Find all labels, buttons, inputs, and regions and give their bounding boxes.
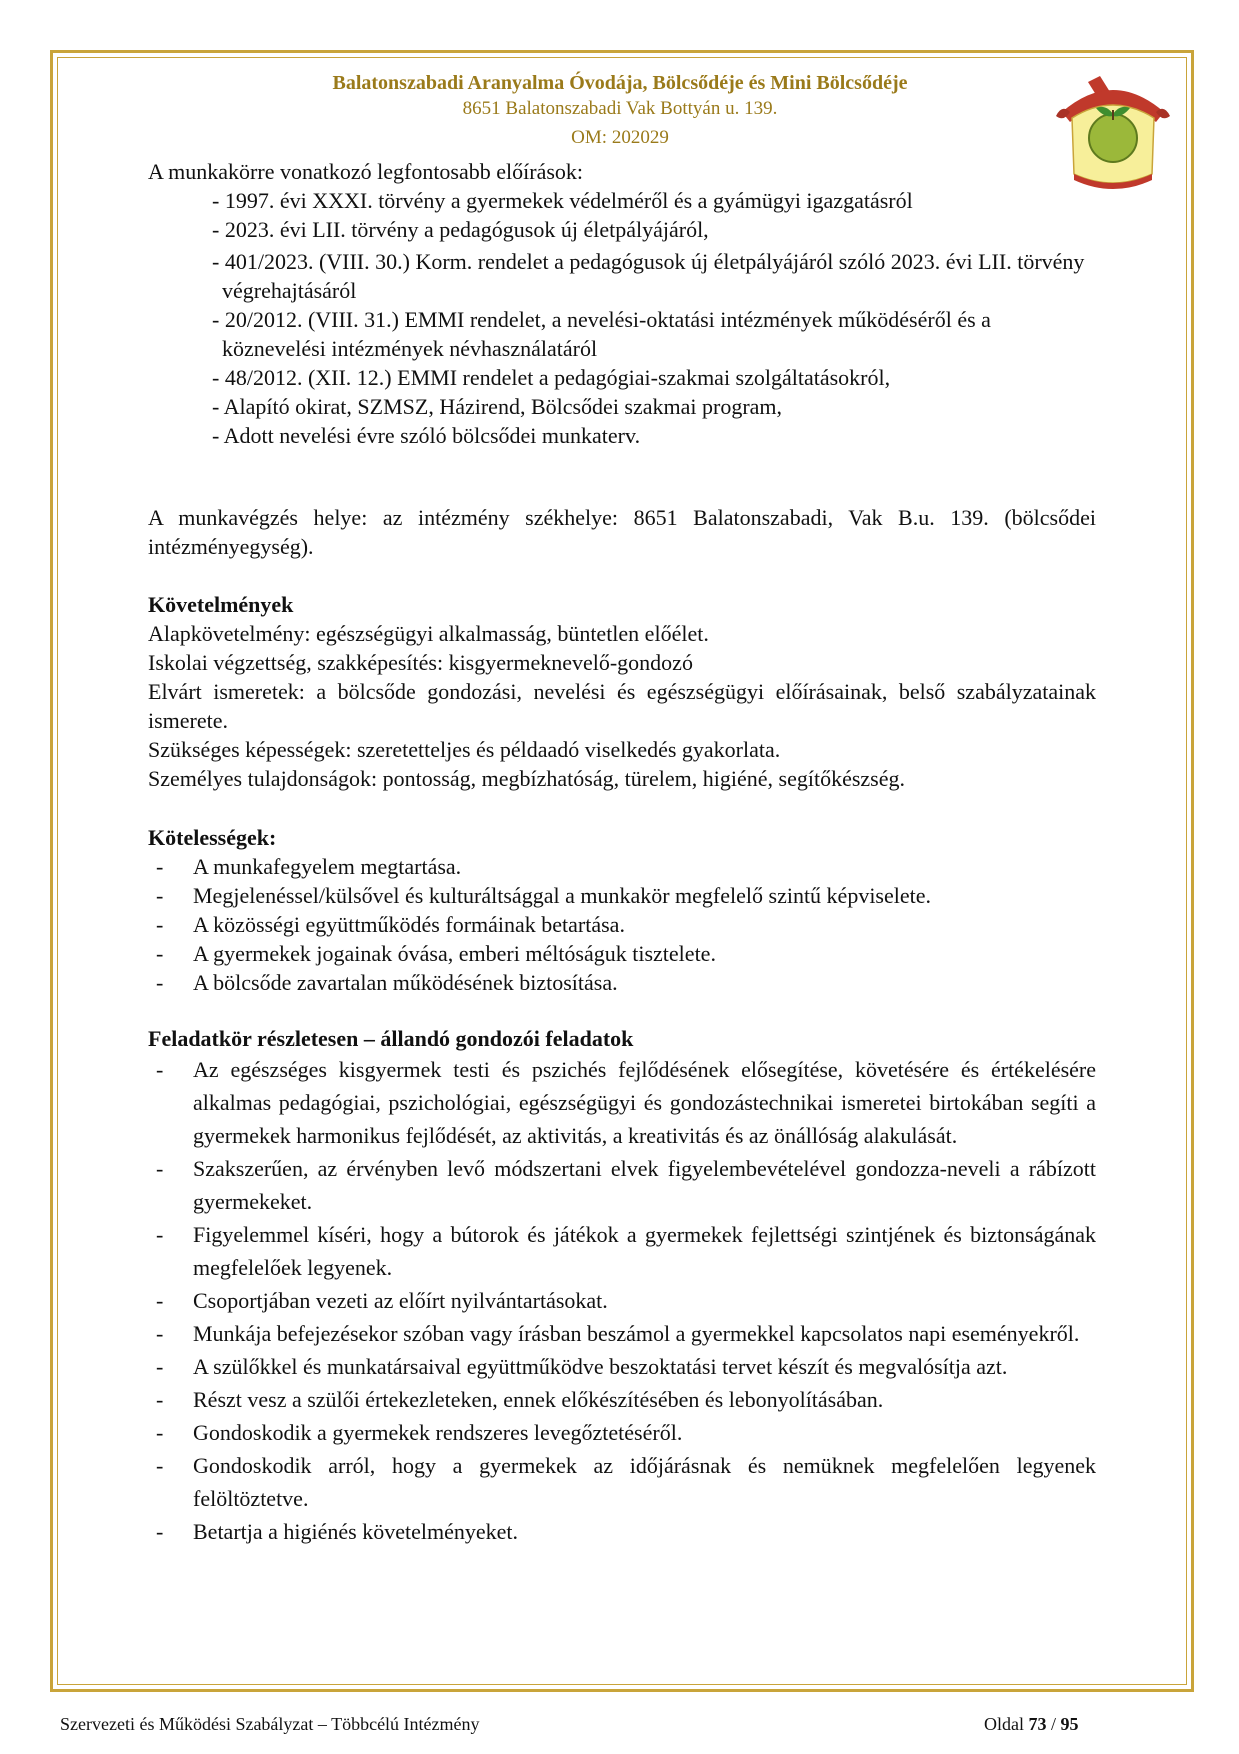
requirement-line: Szükséges képességek: szeretetteljes és példaadó viselkedés gyakorlata. — [148, 737, 781, 762]
duty-item — [148, 881, 1096, 910]
duty-item — [148, 939, 1096, 968]
dash-bullet: - — [156, 1420, 164, 1445]
regulation-item: - 401/2023. (VIII. 30.) Korm. rendelet a pedagógusok új életpályájáról szóló 2023. évi LII. törvény végrehajtásáról — [212, 249, 1085, 303]
task-text: A szülőkkel és munkatársaival együttműködve beszoktatási tervet készít és megvalósítja azt. — [193, 1354, 1008, 1379]
duty-item — [148, 968, 1096, 997]
task-text: Az egészséges kisgyermek testi és pszichés fejlődésének elősegítése, követésére és értékelésére alkalmas pedagógiai, pszichológiai, egészségügyi és gondozástechnikai ismeretei birtokában segíti a gyermekek harmonikus fejlődését, az aktivitás, a kreativitás és az önállóság alakulását. — [193, 1057, 1096, 1148]
dash-bullet: - — [156, 1519, 164, 1544]
duty-item — [148, 910, 1096, 939]
dash-bullet: - — [156, 1387, 164, 1412]
task-text: Munkája befejezésekor szóban vagy írásban beszámol a gyermekkel kapcsolatos napi eseményekről. — [193, 1321, 1080, 1346]
page-total: 95 — [1060, 1714, 1079, 1734]
tasks-title: Feladatkör részletesen – állandó gondozói feladatok — [148, 1026, 634, 1051]
task-item — [148, 1416, 1096, 1449]
dash-bullet: - — [156, 1222, 164, 1247]
task-item — [148, 1218, 1096, 1284]
dash-bullet: - — [156, 1453, 164, 1478]
regulations-title: A munkakörre vonatkozó legfontosabb előírások: — [148, 159, 584, 184]
duty-text: Megjelenéssel/külsővel és kulturáltsággal a munkakör megfelelő szintű képviselete. — [193, 883, 932, 908]
dash-bullet: - — [156, 854, 164, 879]
requirement-line: Alapkövetelmény: egészségügyi alkalmasság, büntetlen előélet. — [148, 621, 709, 646]
task-text: Gondoskodik arról, hogy a gyermekek az időjárásnak és nemüknek megfelelően legyenek felöltöztetve. — [193, 1453, 1096, 1511]
regulation-item: - 1997. évi XXXI. törvény a gyermekek védelméről és a gyámügyi igazgatásról — [212, 188, 913, 213]
page-label: Oldal — [984, 1714, 1024, 1734]
dash-bullet: - — [156, 1156, 164, 1181]
dash-bullet: - — [156, 1288, 164, 1313]
task-item — [148, 1350, 1096, 1383]
footer-page-number — [984, 1714, 1079, 1735]
dash-bullet: - — [156, 912, 164, 937]
requirements-title: Követelmények — [148, 592, 294, 617]
regulation-item: - Adott nevelési évre szóló bölcsődei munkaterv. — [212, 423, 641, 448]
task-text: Betartja a higiénés követelményeket. — [193, 1519, 518, 1544]
duties-title: Kötelességek: — [148, 825, 277, 850]
duty-text: A gyermekek jogainak óvása, emberi méltóságuk tisztelete. — [193, 941, 716, 966]
dash-bullet: - — [156, 1321, 164, 1346]
regulation-item: - 2023. évi LII. törvény a pedagógusok új életpályájáról, — [212, 217, 709, 242]
task-text: Gondoskodik a gyermekek rendszeres levegőztetéséről. — [193, 1420, 683, 1445]
task-text: Figyelemmel kíséri, hogy a bútorok és játékok a gyermekek fejlettségi szintjének és biztonságának megfelelőek legyenek. — [193, 1222, 1096, 1280]
tasks-section — [148, 1024, 1096, 1548]
workplace-paragraph: A munkavégzés helye: az intézmény székhelye: 8651 Balatonszabadi, Vak B.u. 139. (bölcsődei intézményegység). — [148, 505, 1096, 559]
page-current: 73 — [1028, 1714, 1047, 1734]
page-separator: / — [1051, 1714, 1057, 1734]
duty-text: A bölcsőde zavartalan működésének biztosítása. — [193, 970, 618, 995]
requirement-line: Személyes tulajdonságok: pontosság, megbízhatóság, türelem, higiéné, segítőkészség. — [148, 766, 905, 791]
task-item — [148, 1152, 1096, 1218]
duty-item — [148, 852, 1096, 881]
task-item — [148, 1515, 1096, 1548]
task-item — [148, 1284, 1096, 1317]
requirement-line: Elvárt ismeretek: a bölcsőde gondozási, nevelési és egészségügyi előírásainak, belső szabályzatainak ismerete. — [148, 679, 1096, 733]
regulation-item: - Alapító okirat, SZMSZ, Házirend, Bölcsődei szakmai program, — [212, 394, 783, 419]
task-text: Szakszerűen, az érvényben levő módszertani elvek figyelembevételével gondozza-neveli a rábízott gyermekeket. — [193, 1156, 1096, 1214]
dash-bullet: - — [156, 1354, 164, 1379]
regulation-item: - 48/2012. (XII. 12.) EMMI rendelet a pedagógiai-szakmai szolgáltatásokról, — [212, 365, 891, 390]
task-item — [148, 1317, 1096, 1350]
duty-text: A munkafegyelem megtartása. — [193, 854, 462, 879]
requirements-section — [148, 590, 1096, 793]
regulations-section — [148, 157, 1096, 450]
dash-bullet: - — [156, 941, 164, 966]
task-text: Részt vesz a szülői értekezleteken, ennek előkészítésében és lebonyolításában. — [193, 1387, 884, 1412]
institution-name: Balatonszabadi Aranyalma Óvodája, Bölcsődéje és Mini Bölcsődéje — [332, 72, 908, 94]
task-text: Csoportjában vezeti az előírt nyilvántartásokat. — [193, 1288, 608, 1313]
dash-bullet: - — [156, 883, 164, 908]
duty-text: A közösségi együttműködés formáinak betartása. — [193, 912, 625, 937]
dash-bullet: - — [156, 970, 164, 995]
dash-bullet: - — [156, 1057, 164, 1082]
footer-document-title: Szervezeti és Működési Szabályzat – Többcélú Intézmény — [60, 1714, 480, 1734]
institution-om: OM: 202029 — [571, 127, 669, 148]
task-item — [148, 1449, 1096, 1515]
regulation-item: - 20/2012. (VIII. 31.) EMMI rendelet, a nevelési-oktatási intézmények működéséről és a köznevelési intézmények névhasználatáról — [212, 307, 991, 361]
task-item — [148, 1383, 1096, 1416]
institution-address: 8651 Balatonszabadi Vak Bottyán u. 139. — [462, 98, 778, 119]
duties-section — [148, 823, 1096, 997]
task-item — [148, 1053, 1096, 1152]
requirement-line: Iskolai végzettség, szakképesítés: kisgyermeknevelő-gondozó — [148, 650, 693, 675]
